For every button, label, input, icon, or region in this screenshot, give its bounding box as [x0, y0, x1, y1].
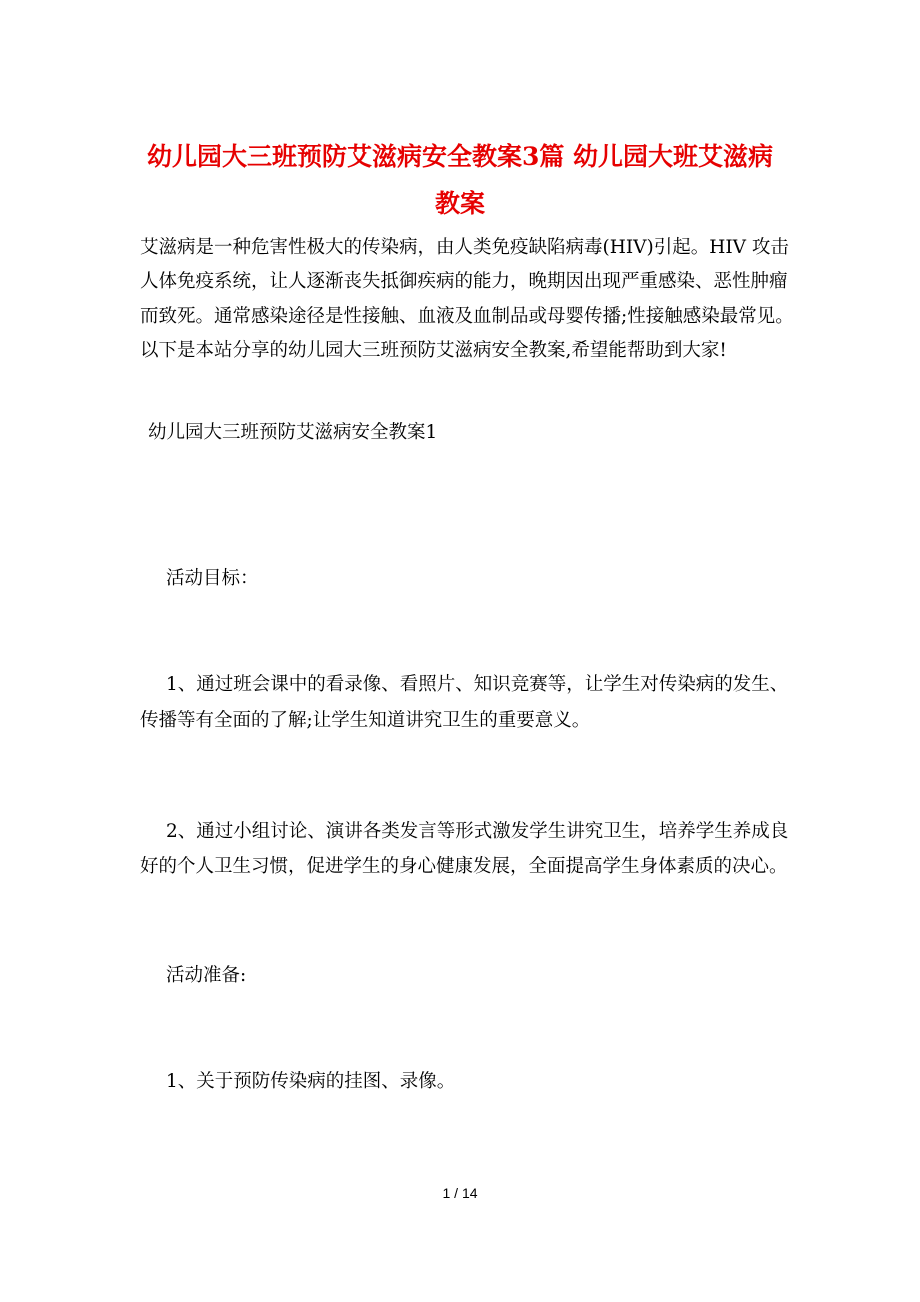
- intro-line-3: 而致死。通常感染途径是性接触、血液及血制品或母婴传播;性接触感染最常见。: [140, 306, 794, 327]
- prep-heading: 活动准备:: [166, 965, 247, 986]
- page-number: 1 / 14: [442, 1185, 478, 1201]
- goal-heading: 活动目标：: [166, 568, 259, 589]
- prep-item-1: 1、关于预防传染病的挂图、录像。: [166, 1071, 456, 1092]
- intro-line-2: 人体免疫系统，让人逐渐丧失抵御疾病的能力，晚期因出现严重感染、恶性肿瘤: [140, 271, 788, 292]
- goal-1-line-2: 传播等有全面的了解;让学生知道讲究卫生的重要意义。: [140, 710, 591, 731]
- intro-line-4: 以下是本站分享的幼儿园大三班预防艾滋病安全教案,希望能帮助到大家!: [140, 340, 727, 361]
- document-title-line-2: 教案: [434, 189, 485, 218]
- document-title-line-1: 幼儿园大三班预防艾滋病安全教案3篇 幼儿园大班艾滋病: [146, 142, 774, 171]
- goal-1-line-1: 1、通过班会课中的看录像、看照片、知识竞赛等，让学生对传染病的发生、: [166, 674, 789, 695]
- intro-line-1: 艾滋病是一种危害性极大的传染病，由人类免疫缺陷病毒(HIV)引起。HIV 攻击: [140, 237, 789, 258]
- goal-2-line-2: 好的个人卫生习惯，促进学生的身心健康发展，全面提高学生身体素质的决心。: [140, 856, 788, 877]
- section-title: 幼儿园大三班预防艾滋病安全教案1: [148, 422, 438, 443]
- goal-2-line-1: 2、通过小组讨论、演讲各类发言等形式激发学生讲究卫生，培养学生养成良: [166, 821, 789, 842]
